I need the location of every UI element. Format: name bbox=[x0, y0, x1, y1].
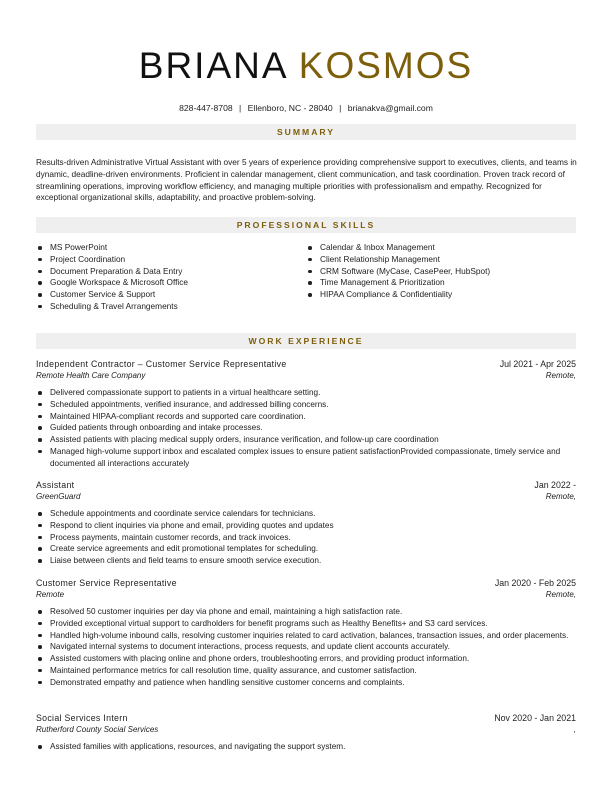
job-company: Remote Health Care Company bbox=[36, 371, 146, 380]
list-item: Navigated internal systems to document interactions, process requests, and update client accounts accurately. bbox=[36, 641, 576, 653]
contact-line bbox=[0, 103, 612, 113]
summary-heading: SUMMARY bbox=[36, 124, 576, 140]
skills-left-list bbox=[36, 242, 298, 313]
job-bullets bbox=[36, 387, 576, 470]
skill-item: HIPAA Compliance & Confidentiality bbox=[306, 289, 576, 301]
summary-text: Results-driven Administrative Virtual Assistant with over 5 years of experience providing comprehensive support to executives, clients, and teams in dynamic, deadline-driven environments. Proficient in calendar management, client communication, and task coordination. Proven track record of streamlining operations, improving workflow efficiency, and managing multiple priorities with professionalism and empathy. Recognized for exceptional organizational skills, adaptability, and proactive problem-solving. bbox=[36, 157, 577, 203]
skill-item: Google Workspace & Microsoft Office bbox=[36, 277, 298, 289]
skill-item: Scheduling & Travel Arrangements bbox=[36, 301, 298, 313]
skill-item: MS PowerPoint bbox=[36, 242, 298, 254]
skills-heading: PROFESSIONAL SKILLS bbox=[36, 217, 576, 233]
job-company: Rutherford County Social Services bbox=[36, 725, 159, 734]
job-bullets bbox=[36, 508, 576, 567]
job-entry bbox=[36, 358, 576, 470]
skill-item: Customer Service & Support bbox=[36, 289, 298, 301]
list-item: Handled high-volume inbound calls, resolving customer inquiries related to card activation, balances, transaction issues, and order placements. bbox=[36, 630, 576, 642]
skill-item: CRM Software (MyCase, CasePeer, HubSpot) bbox=[306, 266, 576, 278]
job-location: Remote, bbox=[545, 492, 576, 501]
job-title: Independent Contractor – Customer Service Representative bbox=[36, 359, 287, 369]
list-item: Resolved 50 customer inquiries per day via phone and email, maintaining a high satisfaction rate. bbox=[36, 606, 576, 618]
list-item: Schedule appointments and coordinate service calendars for technicians. bbox=[36, 508, 576, 520]
job-dates: Jul 2021 - Apr 2025 bbox=[499, 359, 576, 369]
skill-item: Project Coordination bbox=[36, 254, 298, 266]
list-item: Maintained performance metrics for call resolution time, quality assurance, and customer satisfaction. bbox=[36, 665, 576, 677]
job-entry bbox=[36, 479, 576, 567]
candidate-name bbox=[0, 46, 612, 86]
job-bullets bbox=[36, 606, 576, 689]
list-item: Delivered compassionate support to patients in a virtual healthcare setting. bbox=[36, 387, 576, 399]
list-item: Scheduled appointments, verified insurance, and addressed billing concerns. bbox=[36, 399, 576, 411]
job-title: Customer Service Representative bbox=[36, 578, 177, 588]
list-item: Maintained HIPAA-compliant records and supported care coordination. bbox=[36, 411, 576, 423]
job-dates: Nov 2020 - Jan 2021 bbox=[494, 713, 576, 723]
list-item: Respond to client inquiries via phone and email, providing quotes and updates bbox=[36, 520, 576, 532]
skill-item: Client Relationship Management bbox=[306, 254, 576, 266]
job-bullets bbox=[36, 741, 576, 753]
list-item: Assisted patients with placing medical supply orders, insurance verification, and follow-up care coordination bbox=[36, 434, 576, 446]
list-item: Demonstrated empathy and patience when handling sensitive customer concerns and complaints. bbox=[36, 677, 576, 689]
skill-item: Calendar & Inbox Management bbox=[306, 242, 576, 254]
skill-item: Time Management & Prioritization bbox=[306, 277, 576, 289]
location: Ellenboro, NC - 28040 bbox=[247, 103, 333, 113]
list-item: Create service agreements and edit promotional templates for scheduling. bbox=[36, 543, 576, 555]
separator: | bbox=[339, 103, 342, 113]
job-entry bbox=[36, 577, 576, 689]
phone: 828-447-8708 bbox=[179, 103, 233, 113]
job-location: Remote, bbox=[545, 590, 576, 599]
job-company: GreenGuard bbox=[36, 492, 81, 501]
job-title: Assistant bbox=[36, 480, 75, 490]
job-company: Remote bbox=[36, 590, 65, 599]
job-title: Social Services Intern bbox=[36, 713, 128, 723]
job-dates: Jan 2022 - bbox=[534, 480, 576, 490]
list-item: Assisted customers with placing online and phone orders, troubleshooting errors, and providing product information. bbox=[36, 653, 576, 665]
email: brianakva@gmail.com bbox=[347, 103, 433, 113]
list-item: Guided patients through onboarding and intake processes. bbox=[36, 422, 576, 434]
list-item: Liaise between clients and field teams to ensure smooth service execution. bbox=[36, 555, 576, 567]
list-item: Assisted families with applications, resources, and navigating the support system. bbox=[36, 741, 576, 753]
job-dates: Jan 2020 - Feb 2025 bbox=[494, 578, 576, 588]
separator: | bbox=[239, 103, 242, 113]
list-item: Process payments, maintain customer records, and track invoices. bbox=[36, 532, 576, 544]
list-item: Provided exceptional virtual support to cardholders for benefit programs such as Healthy Benefits+ and S3 card services. bbox=[36, 618, 576, 630]
last-name: KOSMOS bbox=[298, 45, 474, 86]
job-location: Remote, bbox=[545, 371, 576, 380]
job-location: , bbox=[573, 725, 576, 734]
skills-right-list bbox=[306, 242, 576, 301]
first-name: BRIANA bbox=[138, 45, 287, 86]
list-item: Managed high-volume support inbox and escalated complex issues to ensure patient satisfactionProvided compassionate, timely service and documented all interactions accurately bbox=[36, 446, 576, 470]
experience-heading: WORK EXPERIENCE bbox=[36, 333, 576, 349]
skill-item: Document Preparation & Data Entry bbox=[36, 266, 298, 278]
job-entry bbox=[36, 712, 576, 753]
